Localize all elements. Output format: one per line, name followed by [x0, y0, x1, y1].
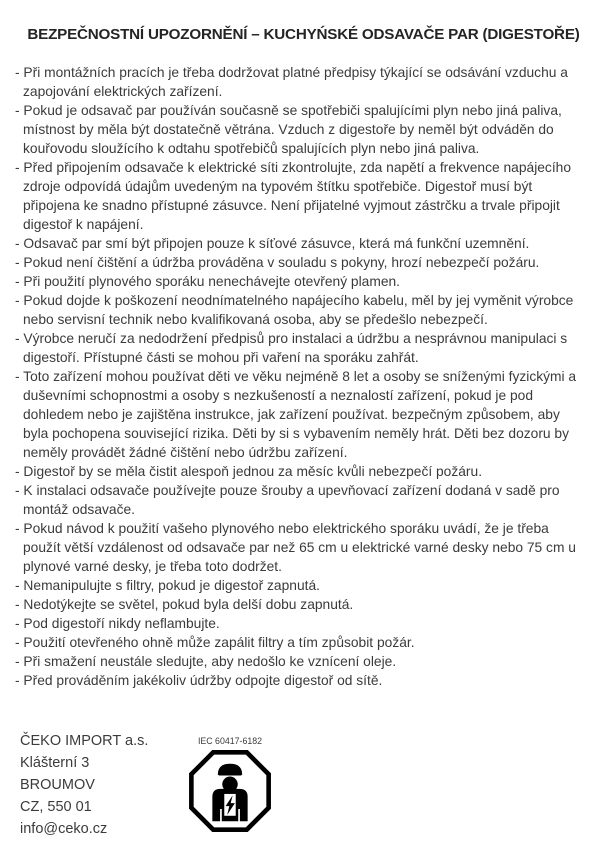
safety-instruction: - Toto zařízení mohou používat děti ve věku nejméně 8 let a osoby se sníženými fyzickými a duševními schopnostmi a osoby s nezkušeností a neznalostí zařízení, pokud je pod dohledem nebo je zajištěna instrukce, jak zařízení používat. bezpečným způsobem, aby byla pochopena související rizika. Děti by si s vybavením neměly hrát. Děti bez dozoru by neměly provádět žádné čištění nebo údržbu zařízení.: [15, 369, 577, 460]
safety-instruction: - Pod digestoří nikdy neflambujte.: [15, 616, 220, 631]
iec-symbol-label: IEC 60417-6182: [197, 736, 263, 746]
safety-instruction: - Před prováděním jakékoliv údržby odpojte digestoř od sítě.: [15, 673, 383, 688]
iec-electrician-icon: [188, 749, 272, 833]
page-title: BEZPEČNOSTNÍ UPOZORNĚNÍ – KUCHYŃSKÉ ODSAVAČE PAR (DIGESTOŘE): [27, 26, 580, 43]
iec-symbol-block: [182, 730, 278, 833]
company-postal: CZ, 550 01: [20, 799, 92, 815]
safety-instruction: - Nedotýkejte se světel, pokud byla delší dobu zapnutá.: [15, 597, 354, 612]
safety-instruction: - Pokud je odsavač par používán současně se spotřebiči spalujícími plyn nebo jiná paliva, místnost by měla být dostatečně větrána. Vzduch z digestoře by neměl být odváděn do kouřovodu sloužícího k odtahu spotřebičů spalujících plyn nebo jiná paliva.: [15, 103, 562, 156]
safety-instruction: - Výrobce neručí za nedodržení předpisů pro instalaci a údržbu a nesprávnou manipulaci s digestoří. Přístupné části se mohou při vaření na sporáku zahřát.: [15, 331, 568, 365]
safety-instruction: - Nemanipulujte s filtry, pokud je digestoř zapnutá.: [15, 578, 320, 593]
safety-instruction: - Před připojením odsavače k elektrické síti zkontrolujte, zda napětí a frekvence napájecího zdroje odpovídá údajům uvedeným na typovém štítku spotřebiče. Digestoř musí být připojena ke snadno přístupné zásuvce. Není přijatelné vyjmout zástrčku a trvale připojit digestoř k napájení.: [15, 160, 572, 232]
company-info: [20, 730, 172, 840]
safety-instruction: - Při montážních pracích je třeba dodržovat platné předpisy týkající se odsávání vzduchu a zapojování elektrických zařízení.: [15, 65, 568, 99]
safety-instruction: - Pokud návod k použití vašeho plynového nebo elektrického sporáku uvádí, že je třeba použít větší vzdálenost od odsavače par než 65 cm u elektrické varné desky nebo 75 cm u plynové varné desky, je třeba toto dodržet.: [15, 521, 576, 574]
footer: [15, 730, 592, 840]
safety-instruction: - Použití otevřeného ohně může zapálit filtry a tím způsobit požár.: [15, 635, 415, 650]
safety-instruction: - Při smažení neustále sledujte, aby nedošlo ke vznícení oleje.: [15, 654, 397, 669]
safety-instructions-list: [15, 63, 592, 690]
company-street: Klášterní 3: [20, 755, 90, 771]
safety-instruction: - Pokud dojde k poškození neodnímatelného napájecího kabelu, měl by jej vyměnit výrobce nebo servisní technik nebo kvalifikovaná osoba, aby se předešlo nebezpečí.: [15, 293, 574, 327]
company-email: info@ceko.cz: [20, 821, 108, 837]
safety-instruction: - K instalaci odsavače používejte pouze šrouby a upevňovací zařízení dodaná v sadě pro montáž odsavače.: [15, 483, 560, 517]
safety-instruction: - Pokud není čištění a údržba prováděna v souladu s pokyny, hrozí nebezpečí požáru.: [15, 255, 540, 270]
safety-instruction: - Odsavač par smí být připojen pouze k síťové zásuvce, která má funkční uzemnění.: [15, 236, 530, 251]
company-name: ČEKO IMPORT a.s.: [20, 733, 149, 749]
safety-instruction: - Digestoř by se měla čistit alespoň jednou za měsíc kvůli nebezpečí požáru.: [15, 464, 483, 479]
company-city: BROUMOV: [20, 777, 95, 793]
safety-instruction: - Při použití plynového sporáku nenechávejte otevřený plamen.: [15, 274, 401, 289]
